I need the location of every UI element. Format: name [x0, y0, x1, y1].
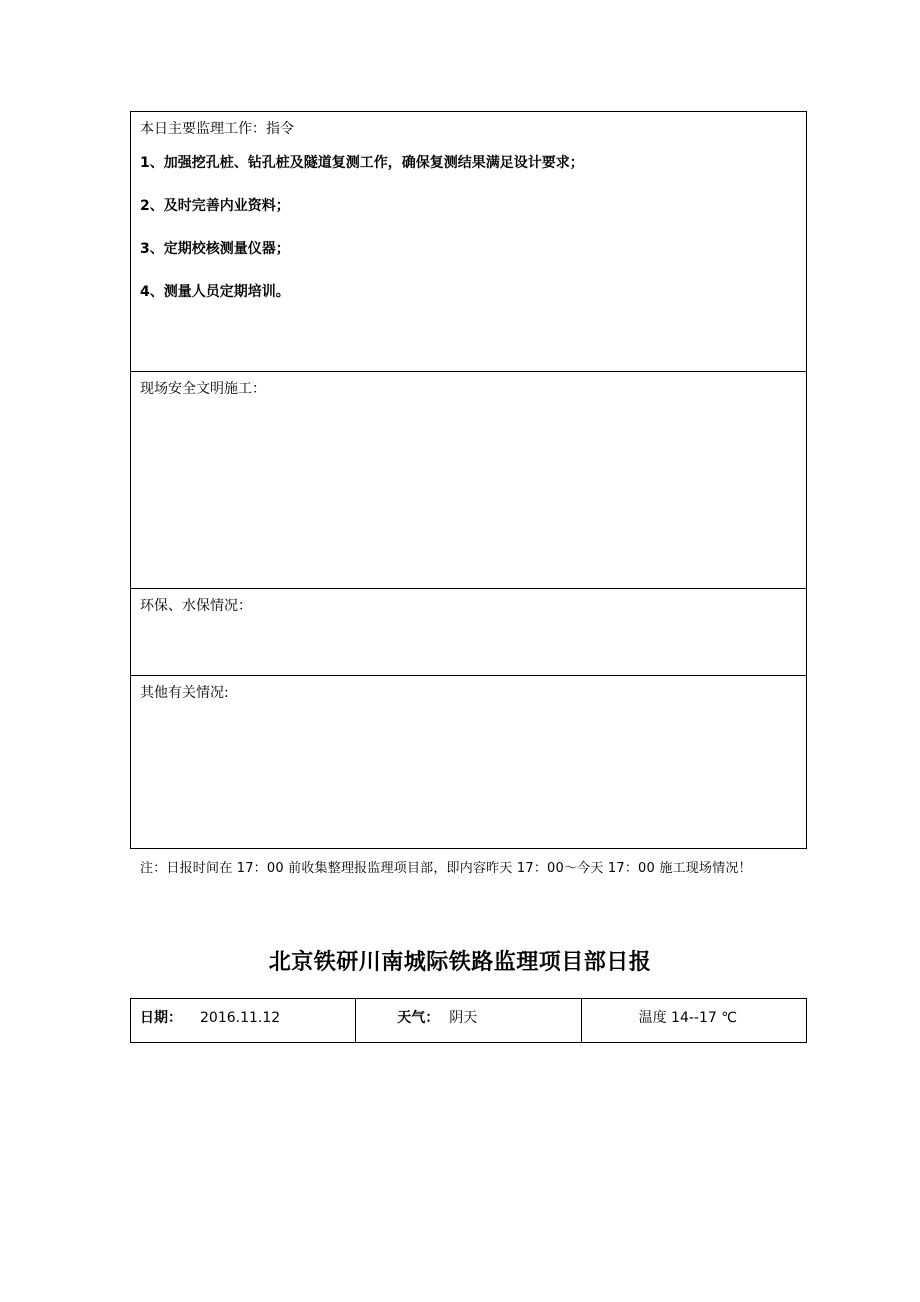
- date-cell: [131, 999, 356, 1042]
- other-title: 其他有关情况:: [140, 685, 229, 701]
- date-label: 日期：: [140, 1010, 182, 1026]
- date-value: 2016.11.12: [200, 1010, 281, 1026]
- report-info-table: [130, 998, 807, 1043]
- instruction-item: 4、测量人员定期培训。: [140, 284, 290, 300]
- temperature-cell: [582, 999, 806, 1042]
- environment-section: [131, 589, 806, 676]
- safety-title: 现场安全文明施工：: [140, 381, 266, 397]
- daily-work-table: [130, 111, 807, 849]
- weather-label: 天气：: [397, 1010, 440, 1026]
- other-section: [131, 676, 806, 848]
- instruction-list: [140, 154, 797, 326]
- main-work-title: 本日主要监理工作：指令: [140, 121, 294, 137]
- instruction-item: 2、及时完善内业资料；: [140, 198, 290, 214]
- weather-value: 阴天: [449, 1010, 478, 1026]
- report-note: 注：日报时间在 17：00 前收集整理报监理项目部，即内容昨天 17：00～今天 17：00 施工现场情况！: [140, 861, 752, 876]
- weather-cell: [356, 999, 581, 1042]
- report-title: 北京铁研川南城际铁路监理项目部日报: [268, 950, 652, 975]
- safety-section: [131, 372, 806, 589]
- environment-title: 环保、水保情况：: [140, 598, 252, 614]
- instruction-item: 3、定期校核测量仪器；: [140, 241, 290, 257]
- instruction-item: 1、加强挖孔桩、钻孔桩及隧道复测工作，确保复测结果满足设计要求；: [140, 155, 584, 171]
- main-work-section: [131, 112, 806, 372]
- temperature-value: 温度 14--17 ℃: [638, 1010, 737, 1026]
